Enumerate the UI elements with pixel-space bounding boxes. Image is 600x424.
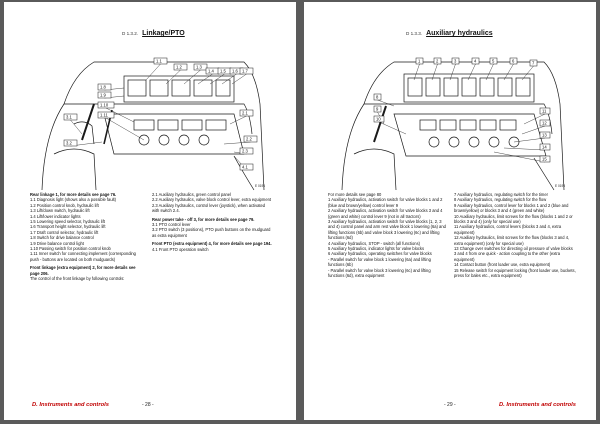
svg-text:1: 1 [418,58,421,64]
list-item: 1.9 Drive balance control light [30,240,84,246]
svg-text:3.1: 3.1 [66,114,72,120]
callout-label [494,152,550,162]
list-item: 6 Auxiliary hydraulics, operating switches for valve blocks [328,251,432,257]
image-code: E 0198 [555,184,566,188]
subsection-heading: Front PTO (extra equipment) 4, for more details see page 194. [152,241,272,247]
svg-text:1.10: 1.10 [100,102,109,108]
list-item: 12 Auxiliary hydraulics, limit screws for the flow (blocks 3 and 4, extra equipment) (only for special use) [454,235,570,246]
list-item: 1.5 Lowering speed selector, hydraulic lift [30,219,105,225]
list-item: 2.3 Auxiliary hydraulics, control lever (joystick), when activated with switch 2.4. [152,202,266,214]
svg-text:6: 6 [512,58,515,64]
callout-label [64,114,82,134]
tractor-cab-hydraulics-diagram [334,44,566,192]
callout-label [486,58,497,80]
callout-label [414,58,423,80]
svg-text:15: 15 [542,156,547,162]
list-item: 1.3 Lift/down switch, hydraulic lift [30,208,90,214]
list-item: 1.6 Transport height selector, hydraulic lift [30,224,106,230]
list-item: - Parallel switch for valve block 3 lowering (6c) and lifting functions (6d), extra equipment [328,267,431,279]
list-item: 2 Auxiliary hydraulics, activation switch for valve blocks 3 and 4 (green and white) control lever 9 (not in all tractors) [328,208,443,219]
image-code: E 0196 [255,184,266,188]
svg-text:9: 9 [376,106,379,112]
list-item: 9 Auxiliary hydraulics, control lever for blocks 1 and 2 (blue and brown/yellow) or blocks 3 and 4 (green and white) [454,202,569,214]
tractor-cab-linkage-diagram [34,44,266,192]
callout-label [64,140,102,146]
svg-text:11: 11 [542,108,547,114]
list-item: 1.10 Passing switch for position control knob [30,246,111,252]
callout-label [522,60,537,80]
callout-label [184,64,207,84]
list-item: 15 Release switch for equipment locking (front loader use, buckets, press for bales etc., extra equipment) [454,267,576,279]
callout-label [504,58,517,80]
list-item: - Parallel switch for valve block 1 lowering (6a) and lifting functions (6b) [328,256,431,268]
list-item: 8 Auxiliary hydraulics, regulating switch for the flow [454,197,547,203]
svg-text:13: 13 [542,132,547,138]
svg-text:7: 7 [532,60,535,66]
callout-label [166,64,187,84]
list-item: The control of the front linkage by following controls: [30,276,125,282]
svg-text:1.5: 1.5 [220,68,226,74]
subsection-heading: Rear linkage 1, for more details see page 76. [30,192,117,197]
left-column-1 [30,192,144,282]
callout-label [432,58,441,80]
callout-label [230,110,253,124]
callout-label [98,92,124,98]
svg-text:1.2: 1.2 [176,64,182,70]
footer-chapter: D. Instruments and controls [32,402,109,408]
svg-text:2.1: 2.1 [242,110,248,116]
callout-label [234,148,253,154]
list-item: 10 Auxiliary hydraulics, limit screws for the flow (blocks 1 and 2 or blocks 3 and 4) (only for special use) [454,213,573,225]
list-item: 1.4 Lift/lower indicator lights [30,213,81,219]
svg-text:12: 12 [542,120,547,126]
callout-label [234,156,253,170]
list-item: 3.1 PTO control lever [152,222,191,228]
list-item: For more details see page 80 [328,192,382,197]
callout-label [504,144,550,150]
section-number: D 1.3.2. [122,31,139,36]
callout-label [98,84,124,90]
svg-text:2.2: 2.2 [246,136,252,142]
svg-text:1.6: 1.6 [232,68,238,74]
list-item: 4.1 Front PTO operation switch [152,246,209,252]
callout-label [146,58,167,80]
right-column-1 [328,192,448,279]
left-column-2 [152,192,272,252]
svg-text:2.3: 2.3 [242,148,248,154]
svg-text:1.3: 1.3 [196,64,202,70]
svg-text:1.9: 1.9 [100,92,106,98]
section-title: Linkage/PTO [142,30,185,37]
svg-text:1.4: 1.4 [208,68,214,74]
subsection-heading: Front linkage (extra equipment) 2, for more details see page 206. [30,265,136,276]
list-item: 1.8 Switch for drive balance control [30,235,94,241]
list-item: 1.1 Diagnosis light (shows also a possible fault) [30,197,117,203]
svg-text:2: 2 [436,58,439,64]
list-item: 2.2 Auxiliary hydraulics, valve block control lever, extra equipment [152,197,272,203]
section-number: D 1.3.3. [406,31,423,36]
left-page [4,2,296,420]
svg-text:1.8: 1.8 [100,84,106,90]
svg-text:5: 5 [492,58,495,64]
callout-label [514,132,550,142]
callout-label [98,112,144,140]
callout-label [450,58,459,80]
section-title: Auxiliary hydraulics [426,30,493,37]
svg-text:3: 3 [454,58,457,64]
svg-text:1.7: 1.7 [242,68,248,74]
list-item: 14 Contact button (front loader use, extra equipment) [454,262,551,268]
footer-chapter: D. Instruments and controls [499,402,576,408]
svg-text:4: 4 [474,58,477,64]
page-number: - 29 - [444,402,456,408]
section-heading [406,30,493,37]
section-heading [122,30,185,37]
svg-text:1.11: 1.11 [100,112,108,118]
list-item: 4 Auxiliary hydraulics, STOP - switch (all functions) [328,240,420,246]
subsection-heading: Rear power take - off 3, for more details see page 79. [152,216,255,222]
svg-text:10: 10 [376,116,381,122]
list-item: 13 Change over switches for directing oil pressure of valve blocks 3 and 4 from one quick - action coupling to the other (extra equipment) [454,246,573,262]
page-number: - 28 - [142,402,154,408]
svg-text:14: 14 [542,144,547,150]
callout-label [468,58,479,80]
list-item: 7 Auxiliary hydraulics, regulating switch for the timer [454,192,548,197]
list-item: 1 Auxiliary hydraulics, activation switch for valve blocks 1 and 2 (blue and brown/yellow) control lever 9 [328,197,443,208]
right-column-2 [454,192,576,279]
list-item: 1.2 Position control knob, hydraulic lift [30,202,99,208]
list-item: 1.7 Draft control selector, hydraulic lift [30,229,99,235]
svg-text:4.1: 4.1 [242,164,248,170]
svg-text:8: 8 [376,94,379,100]
list-item: 3 Auxiliary hydraulics, activation switch for valve blocks (1, 2, 3 and 4) control panel and arm rest valve block 1 lowering (6a) and lifting functions (6b) and valve block 3 lowering (6c) and lifting functions (6d) [328,219,446,241]
list-item: 11 Auxiliary hydraulics, control levers (blocks 3 and 4, extra equipment) [454,224,562,235]
list-item: 5 Auxiliary hydraulics, indicator lights for valve blocks [328,246,425,252]
list-item: 3.2 PTO switch (3 positions), PTO push buttons on the mudguard as extra equipment [152,227,271,238]
svg-text:1.1: 1.1 [156,58,162,64]
list-item: 2.1 Auxiliary hydraulics, green control panel [152,192,231,197]
list-item: 1.11 Inner switch for connecting implement (corresponding push - buttons are located on both mudguards) [30,251,136,262]
right-page [304,2,596,420]
svg-text:3.2: 3.2 [66,140,72,146]
